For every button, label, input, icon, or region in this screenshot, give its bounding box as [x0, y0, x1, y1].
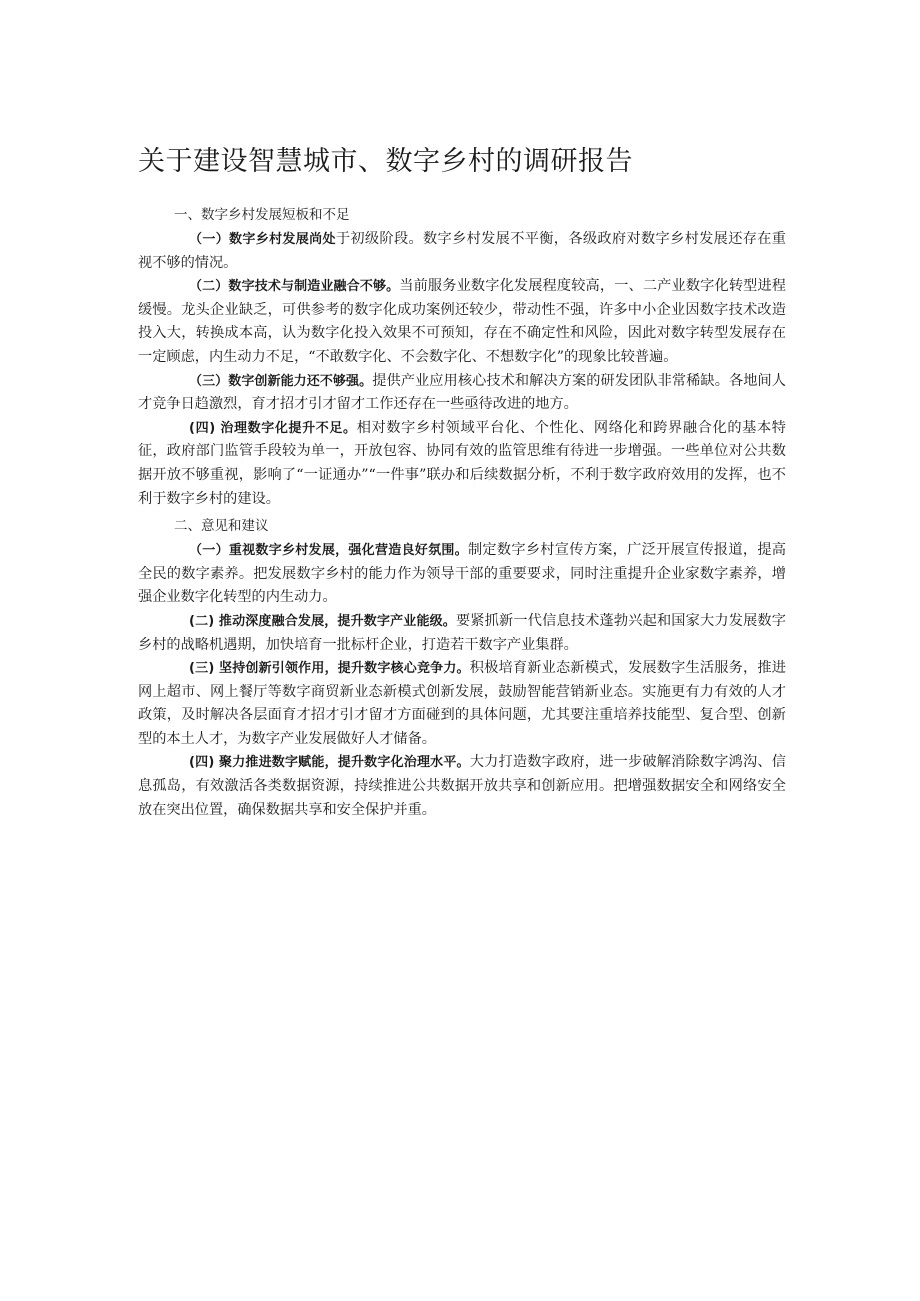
- paragraph-lead: （二）数字技术与制造业融合不够。: [189, 279, 400, 295]
- paragraph-lead: (四) 聚力推进数字赋能，提升数字化治理水平。: [189, 755, 470, 771]
- paragraph: [138, 228, 786, 275]
- paragraph-lead: （一）数字乡村发展尚处: [189, 232, 336, 247]
- section-heading: 一、数字乡村发展短板和不足: [174, 207, 350, 223]
- paragraph-body: 于初级阶段。数字乡村发展不平衡，各级政府对数字乡村发展还存在重视不够的情况。: [138, 231, 786, 271]
- paragraph-lead: (四) 治理数字化提升不足。: [189, 420, 357, 436]
- paragraph-body: 提供产业应用核心技术和解决方案的研发团队非常稀缺。各地间人才竞争日趋激烈，育才招才引才留才工作还存在一些亟待改进的地方。: [138, 372, 786, 413]
- paragraph-lead: （三）数字创新能力还不够强。: [189, 373, 373, 389]
- paragraph: [138, 275, 786, 369]
- paragraph-body: 制定数字乡村宣传方案，广泛开展宣传报道，提高全民的数字素养。把发展数字乡村的能力作为领导干部的重要要求，同时注重提升企业家数字素养，增强企业数字化转型的内生动力。: [138, 542, 786, 606]
- paragraph: [138, 610, 786, 657]
- paragraph-lead: (二) 推动深度融合发展，提升数字产业能级。: [189, 613, 456, 629]
- paragraph-body: 要紧抓新一代信息技术蓬勃兴起和国家大力发展数字乡村的战略机遇期，加快培育一批标杆企业，打造若干数字产业集群。: [138, 612, 786, 653]
- paragraph: [138, 657, 786, 751]
- section-2: [138, 515, 786, 822]
- paragraph-lead: (三) 坚持创新引领作用，提升数字核心竞争力。: [189, 661, 470, 677]
- document-page: [138, 142, 786, 822]
- paragraph: [138, 751, 786, 822]
- paragraph-body: 当前服务业数字化发展程度较高，一、二产业数字化转型进程缓慢。龙头企业缺乏，可供参考的数字化成功案例还较少，带动性不强，许多中小企业因数字技术改造投入大，转换成本高，认为数字化投入效果不可预知，存在不确定性和风险，因此对数字转型发展存在一定顾虑，内生动力不足，“不敢数字化、不会数字化、不想数字化”的现象比较普遍。: [138, 278, 786, 365]
- paragraph-body: 相对数字乡村领域平台化、个性化、网络化和跨界融合化的基本特征，政府部门监管手段较为单一，开放包容、协同有效的监管思维有待进一步增强。一些单位对公共数据开放不够重视，影响了“一证通办”“一件事”联办和后续数据分析，不利于数字政府效用的发挥，也不利于数字乡村的建设。: [138, 419, 786, 507]
- section-heading: 二、意见和建议: [174, 518, 269, 535]
- document-title: 关于建设智慧城市、数字乡村的调研报告: [138, 146, 633, 177]
- section-1: [138, 204, 786, 511]
- paragraph: [138, 417, 786, 511]
- paragraph-lead: （一）重视数字乡村发展，强化营造良好氛围。: [189, 543, 468, 559]
- paragraph-body: 大力打造数字政府，进一步破解消除数字鸿沟、信息孤岛，有效激活各类数据资源，持续推进公共数据开放共享和创新应用。把增强数据安全和网络安全放在突出位置，确保数据共享和安全保护并重。: [138, 754, 786, 818]
- paragraph: [138, 370, 786, 417]
- paragraph-body: 积极培育新业态新模式，发展数字生活服务，推进网上超市、网上餐厅等数字商贸新业态新模式创新发展，鼓励智能营销新业态。实施更有力有效的人才政策，及时解决各层面育才招才引才留才方面碰到的具体问题，尤其要注重培养技能型、复合型、创新型的本土人才，为数字产业发展做好人才储备。: [138, 660, 786, 747]
- paragraph: [138, 539, 786, 610]
